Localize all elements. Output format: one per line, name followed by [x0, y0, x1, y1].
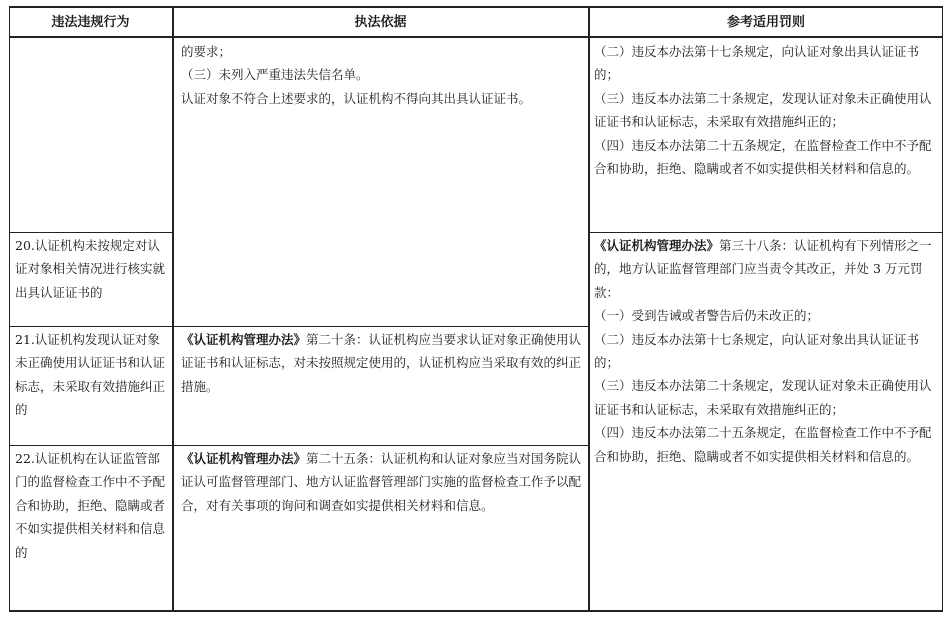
- behavior-21: 21.认证机构发现认证对象未正确使用认证证书和认证标志，未采取有效措施纠正的: [15, 332, 166, 418]
- table-border-left: [9, 6, 10, 612]
- basis-21: [181, 328, 583, 398]
- table-border-bottom: [9, 610, 943, 612]
- row-divider-col1-a: [9, 232, 173, 233]
- penalty-item: （二）违反本办法第十七条规定，向认证对象出具认证证书的；: [594, 331, 920, 371]
- cont-basis-line: 的要求；: [181, 44, 232, 59]
- basis-22-text: 第二十五条：认证机构和认证对象应当对国务院认证认可监督管理部门、地方认证监督管理部门实施的监督检查工作予以配合，对有关事项的询问和调查如实提供相关材料和信息。: [181, 451, 582, 513]
- basis-22: [181, 447, 583, 517]
- header-behavior: 违法违规行为: [51, 15, 130, 30]
- behavior-20: 20.认证机构未按规定对认证对象相关情况进行核实就出具认证证书的: [15, 238, 166, 300]
- cont-basis-line: 认证对象不符合上述要求的，认证机构不得向其出具认证证书。: [181, 90, 532, 106]
- column-divider-2: [588, 6, 590, 612]
- penalty-intro-text: 第三十八条：认证机构有下列情形之一的，地方认证监督管理部门应当责令其改正，并处 3 万元罚款：: [594, 238, 932, 300]
- penalty-item: （三）违反本办法第二十条规定，发现认证对象未正确使用认证证书和认证标志，未采取有效措施纠正的；: [594, 378, 932, 417]
- penalty-item: （四）违反本办法第二十五条规定，在监督检查工作中不予配合和协助，拒绝、隐瞒或者不如实提供相关材料和信息的。: [594, 425, 932, 464]
- cont-penalty: [594, 40, 940, 180]
- basis-21-text: 第二十条：认证机构应当要求认证对象正确使用认证证书和认证标志，对未按照规定使用的，认证机构应当采取有效的纠正措施。: [181, 332, 582, 394]
- basis-22-title: 《认证机构管理办法》: [181, 451, 307, 466]
- row-divider-col1-c: [9, 445, 173, 446]
- row-divider-col3-a: [589, 232, 943, 233]
- enforcement-table: [9, 6, 943, 612]
- cont-basis: [181, 40, 583, 110]
- cont-penalty-item: （四）违反本办法第二十五条规定，在监督检查工作中不予配合和协助，拒绝、隐瞒或者不如实提供相关材料和信息的。: [594, 137, 932, 177]
- row-divider-col2-a: [173, 326, 589, 327]
- row-divider-col1-b: [9, 326, 173, 327]
- penalty-merged: [594, 234, 940, 468]
- cont-penalty-item: （三）违反本办法第二十条规定，发现认证对象未正确使用认证证书和认证标志，未采取有效措施纠正的；: [594, 90, 932, 130]
- behavior-22: 22.认证机构在认证监管部门的监督检查工作中不予配合和协助，拒绝、隐瞒或者不如实提供相关材料和信息的: [15, 451, 166, 560]
- cont-basis-line: （三）未列入严重违法失信名单。: [181, 67, 369, 83]
- penalty-intro-title: 《认证机构管理办法》: [594, 238, 720, 253]
- header-basis: 执法依据: [354, 15, 407, 30]
- row-divider-col2-b: [173, 445, 589, 446]
- basis-21-title: 《认证机构管理办法》: [181, 332, 307, 347]
- cont-penalty-item: （二）违反本办法第十七条规定，向认证对象出具认证证书的；: [594, 44, 920, 83]
- table-border-right: [942, 6, 943, 612]
- column-divider-1: [172, 6, 174, 612]
- penalty-intro: [594, 234, 940, 304]
- header-penalty: 参考适用罚则: [726, 15, 805, 30]
- penalty-item: （一）受到告诫或者警告后仍未改正的；: [594, 308, 820, 324]
